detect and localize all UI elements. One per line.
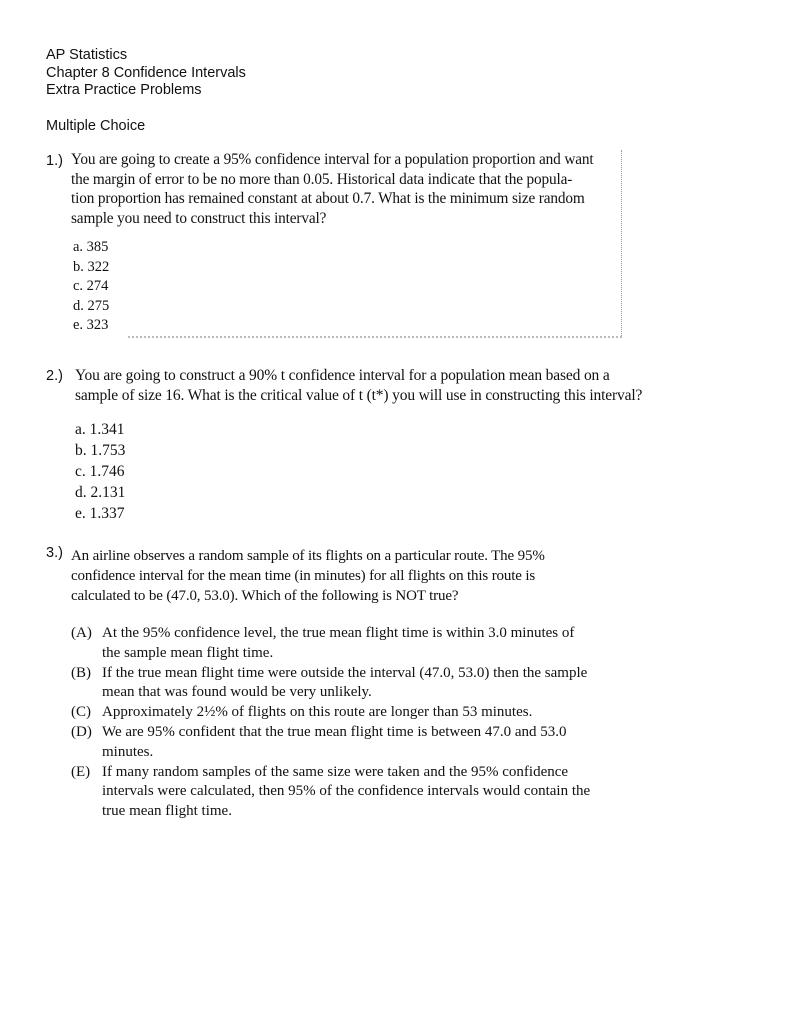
answer-choice: d. 275 xyxy=(73,297,110,314)
answer-choice: a. 1.341 xyxy=(75,421,125,438)
question-line: tion proportion has remained constant at about 0.7. What is the minimum size random xyxy=(71,190,585,207)
question-1-text xyxy=(71,150,593,228)
option-line: Approximately 2½% of flights on this route are longer than 53 minutes. xyxy=(102,704,533,721)
option-line: If many random samples of the same size were taken and the 95% confidence xyxy=(102,763,569,780)
question-line: sample of size 16. What is the critical value of t (t*) you will use in constructing this interval? xyxy=(75,386,643,404)
question-3-text xyxy=(71,546,545,606)
question-line: calculated to be (47.0, 53.0). Which of the following is NOT true? xyxy=(71,588,459,604)
question-line: You are going to create a 95% confidence interval for a population proportion and want xyxy=(71,151,594,168)
question-line: confidence interval for the mean time (in minutes) for all flights on this route is xyxy=(71,568,536,584)
question-line: the margin of error to be no more than 0.05. Historical data indicate that the popula- xyxy=(71,170,573,188)
option-label: (A) xyxy=(71,625,92,641)
chapter-title: Chapter 8 Confidence Intervals xyxy=(46,64,246,81)
scan-border-right xyxy=(621,150,622,336)
scan-border-bottom xyxy=(128,336,622,338)
option-line: true mean flight time. xyxy=(102,803,232,820)
question-1-number: 1.) xyxy=(46,153,63,169)
answer-choice: a. 385 xyxy=(73,239,109,255)
option-line: intervals were calculated, then 95% of the confidence intervals would contain the xyxy=(102,783,591,800)
question-line: An airline observes a random sample of its flights on a particular route. The 95% xyxy=(71,548,545,564)
course-title: AP Statistics xyxy=(46,47,128,63)
option-line: the sample mean flight time. xyxy=(102,644,274,661)
answer-choice: b. 322 xyxy=(73,258,110,275)
answer-choice: e. 1.337 xyxy=(75,505,125,522)
option-line: At the 95% confidence level, the true mean flight time is within 3.0 minutes of xyxy=(102,625,575,641)
worksheet-subtitle: Extra Practice Problems xyxy=(46,82,202,98)
answer-choice: c. 274 xyxy=(73,278,109,294)
answer-option-e xyxy=(71,763,671,822)
answer-choice: b. 1.753 xyxy=(75,442,126,459)
question-line: You are going to construct a 90% t confidence interval for a population mean based on a xyxy=(75,367,610,384)
section-title: Multiple Choice xyxy=(46,118,146,134)
answer-choice: d. 2.131 xyxy=(75,484,126,501)
question-3-choices xyxy=(71,624,671,822)
question-1-choices xyxy=(73,238,109,336)
option-label: (C) xyxy=(71,704,91,721)
question-2-number: 2.) xyxy=(46,368,63,384)
option-label: (E) xyxy=(71,763,91,780)
option-line: We are 95% confident that the true mean flight time is between 47.0 and 53.0 xyxy=(102,723,567,740)
option-label: (D) xyxy=(71,723,92,740)
document-header xyxy=(46,47,246,100)
option-line: If the true mean flight time were outside the interval (47.0, 53.0) then the sample xyxy=(102,664,588,681)
answer-option-b xyxy=(71,664,671,704)
answer-choice: c. 1.746 xyxy=(75,463,125,480)
option-line: minutes. xyxy=(102,743,154,760)
question-2-text xyxy=(75,366,642,405)
answer-option-d xyxy=(71,723,671,763)
option-label: (B) xyxy=(71,664,91,681)
option-line: mean that was found would be very unlikely. xyxy=(102,684,372,701)
answer-choice: e. 323 xyxy=(73,317,109,333)
answer-option-c xyxy=(71,703,671,723)
question-line: sample you need to construct this interval? xyxy=(71,209,327,227)
question-3-number: 3.) xyxy=(46,545,63,561)
question-2-choices xyxy=(75,419,125,524)
answer-option-a xyxy=(71,624,671,664)
